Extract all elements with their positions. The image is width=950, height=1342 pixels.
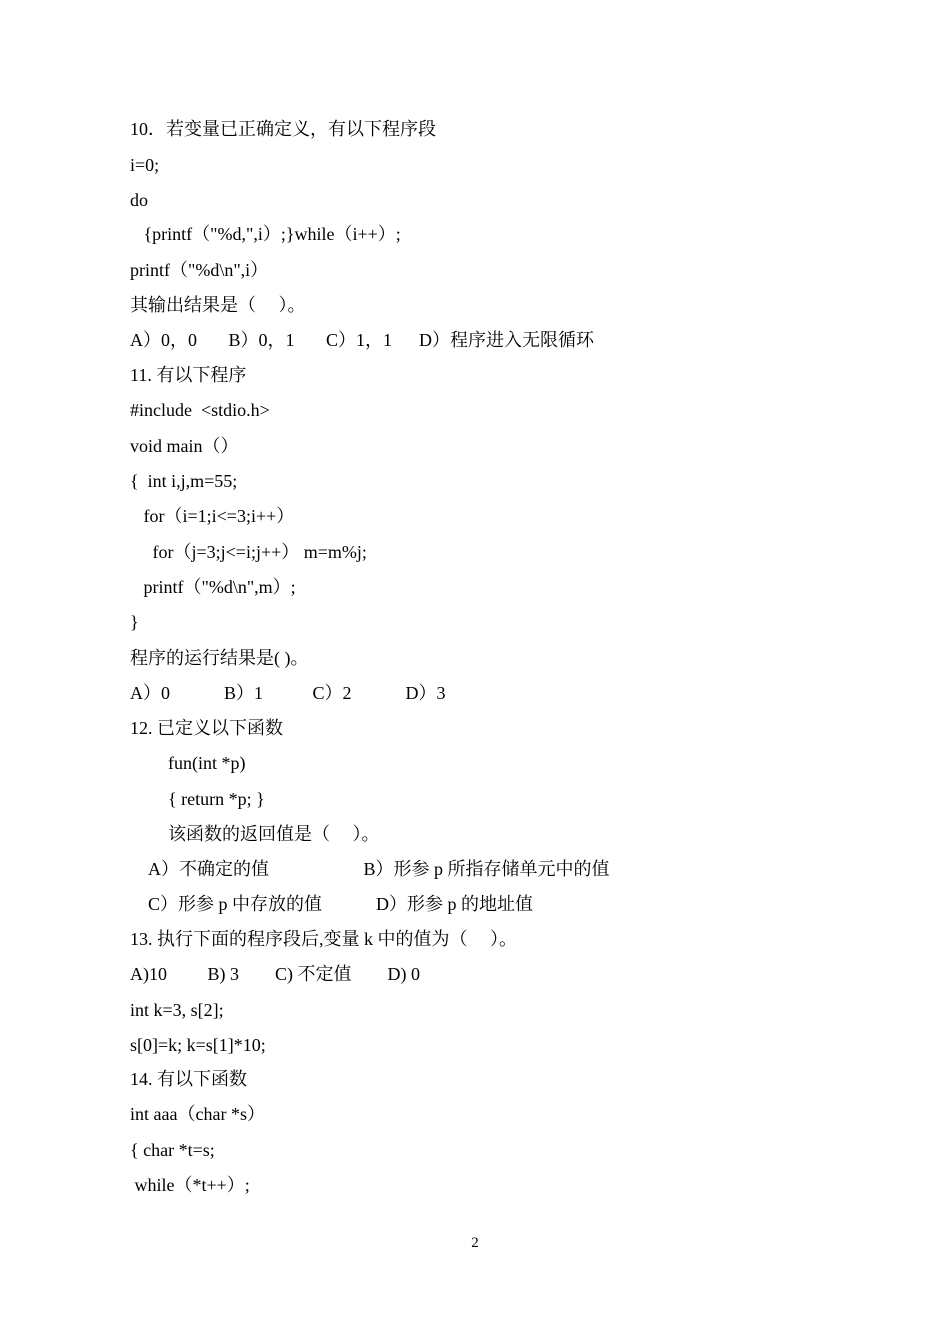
code-line: int k=3, s[2]; [130, 1000, 224, 1020]
code-line: {printf（"%d,",i）;}while（i++）; [130, 224, 401, 244]
code-line: for（j=3;j<=i;j++） m=m%j; [130, 542, 367, 562]
code-line: #include <stdio.h> [130, 400, 270, 420]
code-line: { return *p; } [168, 789, 265, 809]
answer-options: A）不确定的值 B）形参 p 所指存储单元中的值 [148, 859, 610, 879]
code-line: s[0]=k; k=s[1]*10; [130, 1035, 266, 1055]
code-line: { char *t=s; [130, 1140, 215, 1160]
code-line: printf（"%d\n",m）; [130, 577, 296, 597]
question-12-title: 12. 已定义以下函数 [130, 718, 283, 738]
page-number: 2 [471, 1235, 479, 1251]
code-line: { int i,j,m=55; [130, 471, 238, 491]
question-13-title: 13. 执行下面的程序段后,变量 k 中的值为（ ）。 [130, 929, 517, 949]
code-line: i=0; [130, 155, 160, 175]
question-10-title: 10．若变量已正确定义，有以下程序段 [130, 119, 436, 139]
answer-options: A）0，0 B）0，1 C）1，1 D）程序进入无限循环 [130, 330, 595, 350]
code-line: void main（） [130, 436, 239, 456]
answer-options: A）0 B）1 C）2 D）3 [130, 683, 446, 703]
answer-options: A)10 B) 3 C) 不定值 D) 0 [130, 964, 420, 984]
question-11-title: 11. 有以下程序 [130, 365, 247, 385]
question-14-title: 14. 有以下函数 [130, 1069, 247, 1089]
question-prompt: 该函数的返回值是（ ）。 [168, 824, 380, 844]
question-prompt: 程序的运行结果是( )。 [130, 648, 309, 668]
code-line: do [130, 190, 148, 210]
question-prompt: 其输出结果是（ ）。 [130, 295, 306, 315]
code-line: while（*t++）; [130, 1175, 250, 1195]
code-line: } [130, 612, 139, 632]
code-line: int aaa（char *s） [130, 1104, 265, 1124]
code-line: fun(int *p) [168, 753, 246, 773]
code-line: printf（"%d\n",i） [130, 260, 269, 280]
answer-options: C）形参 p 中存放的值 D）形参 p 的地址值 [148, 894, 534, 914]
code-line: for（i=1;i<=3;i++） [130, 506, 295, 526]
